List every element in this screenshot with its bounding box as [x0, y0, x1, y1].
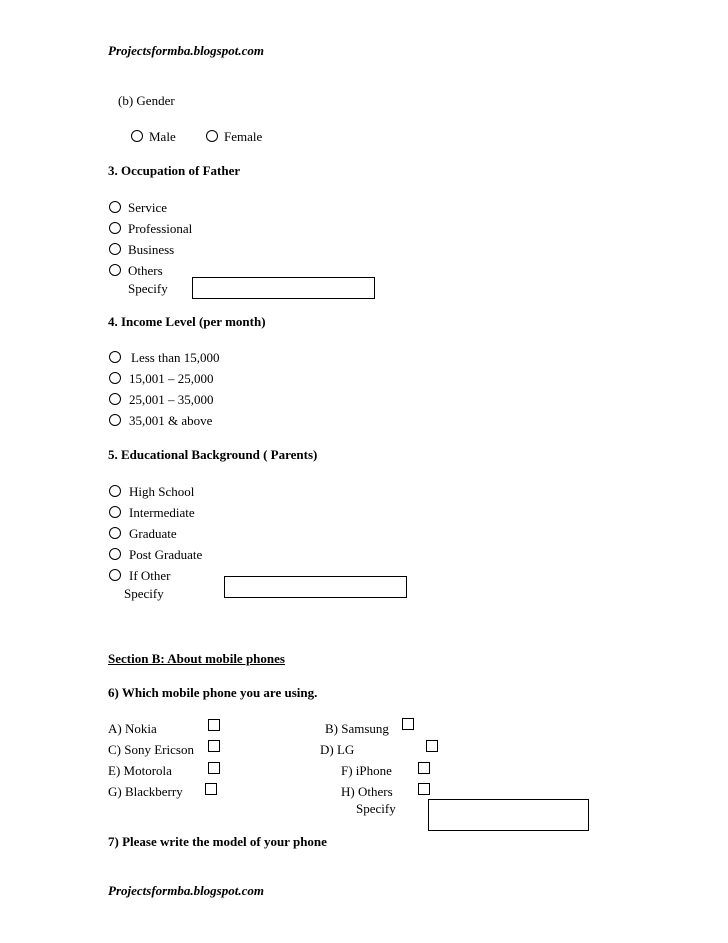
- q4-option3-label: 25,001 – 35,000: [129, 392, 214, 407]
- q4-option1-label: Less than 15,000: [131, 350, 220, 365]
- q5-other-radio[interactable]: [109, 569, 121, 581]
- q3-service-label: Service: [128, 200, 167, 215]
- q4-option2-radio[interactable]: [109, 372, 121, 384]
- q6-iphone-label: F) iPhone: [341, 763, 392, 778]
- q6-blackberry-label: G) Blackberry: [108, 784, 183, 799]
- q6-title: 6) Which mobile phone you are using.: [108, 685, 318, 700]
- gender-female-radio[interactable]: [206, 130, 218, 142]
- q6-others-label: H) Others: [341, 784, 393, 799]
- q5-specify-input[interactable]: [224, 576, 407, 598]
- q6-motorola-checkbox[interactable]: [208, 762, 220, 774]
- q6-samsung-checkbox[interactable]: [402, 718, 414, 730]
- q7-title: 7) Please write the model of your phone: [108, 834, 327, 849]
- q3-professional-label: Professional: [128, 221, 193, 236]
- q3-business-label: Business: [128, 242, 175, 257]
- q3-title: 3. Occupation of Father: [108, 163, 241, 178]
- q6-samsung-label: B) Samsung: [325, 721, 389, 736]
- q3-others-label: Others: [128, 263, 163, 278]
- q3-specify-input[interactable]: [192, 277, 375, 299]
- q5-highschool-label: High School: [129, 484, 195, 499]
- q6-nokia-label: A) Nokia: [108, 721, 157, 736]
- q6-specify-label: Specify: [356, 801, 396, 816]
- q3-others-radio[interactable]: [109, 264, 121, 276]
- page-footer: Projectsformba.blogspot.com: [108, 883, 264, 898]
- q6-blackberry-checkbox[interactable]: [205, 783, 217, 795]
- q5-other-label: If Other: [129, 568, 171, 583]
- q5-intermediate-label: Intermediate: [129, 505, 195, 520]
- page-header: Projectsformba.blogspot.com: [108, 43, 264, 58]
- q5-intermediate-radio[interactable]: [109, 506, 121, 518]
- section-b-title: Section B: About mobile phones: [108, 651, 285, 666]
- q6-lg-label: D) LG: [320, 742, 355, 757]
- q6-nokia-checkbox[interactable]: [208, 719, 220, 731]
- q4-option4-label: 35,001 & above: [129, 413, 213, 428]
- gender-male-radio[interactable]: [131, 130, 143, 142]
- q4-option2-label: 15,001 – 25,000: [129, 371, 214, 386]
- q3-professional-radio[interactable]: [109, 222, 121, 234]
- q6-specify-input[interactable]: [428, 799, 589, 831]
- q4-option1-radio[interactable]: [109, 351, 121, 363]
- gender-female-label: Female: [224, 129, 263, 144]
- q5-title: 5. Educational Background ( Parents): [108, 447, 318, 462]
- q3-business-radio[interactable]: [109, 243, 121, 255]
- q4-title: 4. Income Level (per month): [108, 314, 266, 329]
- q6-others-checkbox[interactable]: [418, 783, 430, 795]
- q6-sonyericson-checkbox[interactable]: [208, 740, 220, 752]
- q4-option4-radio[interactable]: [109, 414, 121, 426]
- q6-sonyericson-label: C) Sony Ericson: [108, 742, 194, 757]
- q5-graduate-label: Graduate: [129, 526, 177, 541]
- q4-option3-radio[interactable]: [109, 393, 121, 405]
- q5-postgraduate-radio[interactable]: [109, 548, 121, 560]
- q5-postgraduate-label: Post Graduate: [129, 547, 203, 562]
- q6-motorola-label: E) Motorola: [108, 763, 172, 778]
- q5-highschool-radio[interactable]: [109, 485, 121, 497]
- q6-lg-checkbox[interactable]: [426, 740, 438, 752]
- q5-graduate-radio[interactable]: [109, 527, 121, 539]
- gender-label: (b) Gender: [118, 93, 175, 108]
- q5-specify-label: Specify: [124, 586, 164, 601]
- gender-male-label: Male: [149, 129, 176, 144]
- q3-service-radio[interactable]: [109, 201, 121, 213]
- q3-specify-label: Specify: [128, 281, 168, 296]
- q6-iphone-checkbox[interactable]: [418, 762, 430, 774]
